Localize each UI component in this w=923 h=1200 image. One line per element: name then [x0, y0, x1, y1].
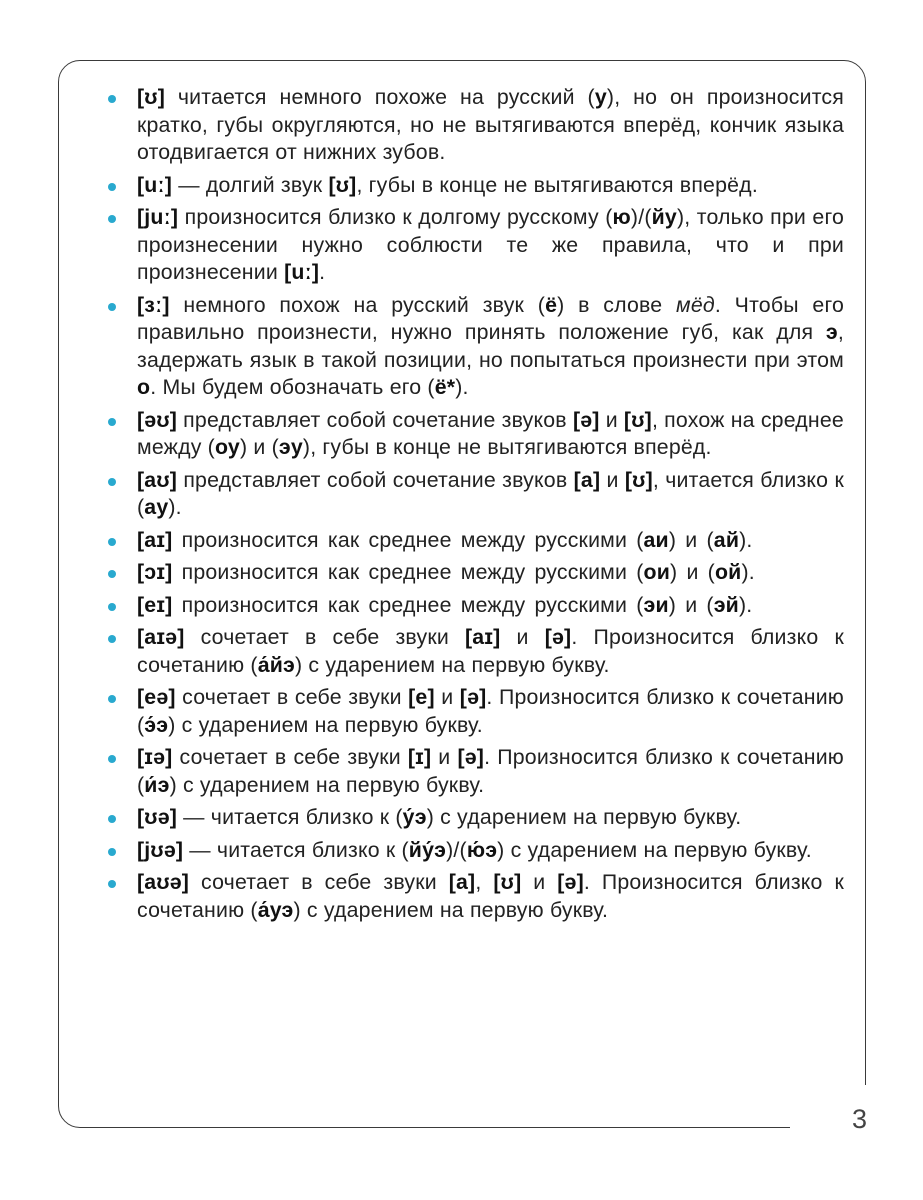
phonetic-term: [ʊ]	[624, 467, 653, 492]
phonetic-term: [aʊ]	[137, 467, 178, 492]
phonetic-term: [a]	[573, 467, 601, 492]
phonetic-term: оу	[214, 435, 240, 459]
phonetic-term: йу	[651, 205, 677, 229]
phonetic-term: [ʊə]	[137, 805, 178, 829]
item-text: , похож на среднее между (	[137, 407, 844, 459]
phonetic-term: о	[137, 375, 151, 399]
item-text: ) с ударением на первую букву.	[293, 897, 609, 922]
item-text: . Произносится близко к сочетанию (	[137, 745, 844, 797]
bullet-icon	[108, 95, 116, 103]
bullet-icon	[108, 603, 116, 611]
item-text: ) с ударением на первую букву.	[497, 837, 812, 862]
item-text: и	[600, 467, 625, 492]
item-text: ) с ударением на первую букву.	[426, 805, 742, 829]
item-text: )/(	[630, 205, 652, 229]
phonetic-term: ай	[713, 527, 740, 552]
bullet-icon	[108, 303, 116, 311]
phonetic-term: эй	[713, 592, 739, 617]
item-text: ).	[738, 592, 753, 617]
bullet-icon	[108, 755, 116, 763]
bullet-icon	[108, 183, 116, 191]
item-text: . Произносится близко к сочетанию (	[137, 685, 844, 737]
bullet-icon	[108, 695, 116, 703]
list-item	[137, 869, 844, 924]
item-text: ), но он произносится кратко, губы округляются, но не вытягиваются вперёд, кончик языка отодвигается от нижних зубов.	[137, 85, 844, 164]
item-text: ) с ударением на первую букву.	[295, 652, 610, 677]
item-text: и	[521, 870, 558, 894]
bullet-icon	[108, 635, 116, 643]
phonetic-term: [e]	[408, 685, 435, 709]
phonetic-term: у́э	[402, 805, 427, 829]
page-number: 3	[852, 1104, 868, 1134]
item-text: сочетает в себе звуки	[189, 870, 449, 894]
bullet-icon	[108, 570, 116, 578]
item-text: ) в слове	[557, 292, 677, 317]
item-text: представляет собой сочетание звуков	[177, 467, 574, 492]
item-text: . Произносится близко к сочетанию (	[137, 625, 844, 677]
item-text: и	[599, 407, 624, 432]
phonetic-term: э́э	[144, 712, 169, 737]
item-text: произносится близко к долгому русскому (	[178, 205, 613, 229]
phonetic-term: [eə]	[137, 685, 176, 709]
item-text: произносится как среднее между русскими (	[172, 592, 644, 617]
phonetic-term: [aʊə]	[137, 870, 190, 894]
list-item	[137, 407, 844, 462]
phonetics-list	[137, 84, 844, 929]
list-item	[137, 592, 844, 620]
phonetic-term: и́э	[144, 772, 170, 797]
item-text: ).	[455, 375, 469, 399]
item-text: произносится как среднее между русскими (	[172, 527, 644, 552]
phonetic-term: [a]	[448, 870, 476, 894]
phonetic-term: [eɪ]	[137, 592, 173, 617]
list-item	[137, 467, 844, 522]
item-text: и	[431, 745, 458, 769]
phonetic-term: [ə]	[457, 745, 485, 769]
item-text: сочетает в себе звуки	[172, 745, 408, 769]
item-text: — читается близко к (	[177, 805, 403, 829]
item-text: — читается близко к (	[183, 837, 409, 862]
item-text: ) и (	[668, 527, 714, 552]
phonetic-term: ой	[714, 560, 742, 584]
list-item	[137, 684, 844, 739]
phonetic-term: [ʊ]	[137, 85, 166, 109]
bullet-icon	[108, 478, 116, 486]
phonetic-term: у	[594, 85, 607, 109]
phonetic-term: ои	[643, 560, 671, 584]
phonetic-term: э	[825, 320, 838, 344]
item-text: и	[500, 625, 545, 649]
phonetic-term: эу	[278, 435, 303, 459]
bullet-icon	[108, 880, 116, 888]
bullet-icon	[108, 815, 116, 823]
phonetic-term: [ʊ]	[623, 407, 652, 432]
phonetic-term: а́йэ	[257, 652, 296, 677]
phonetic-term: ю	[612, 205, 631, 229]
item-text: сочетает в себе звуки	[175, 685, 409, 709]
phonetic-term: [əʊ]	[137, 407, 178, 432]
item-text: .	[319, 260, 326, 284]
item-text: . Чтобы его правильно произнести, нужно принять положение губ, как для	[137, 292, 845, 344]
phonetic-term: [aɪ]	[137, 527, 173, 552]
phonetic-term: [ɔɪ]	[137, 560, 173, 584]
bullet-icon	[108, 848, 116, 856]
list-item	[137, 559, 844, 587]
item-text: и	[434, 685, 460, 709]
item-text: ).	[741, 560, 755, 584]
phonetic-term: [ə]	[544, 625, 572, 649]
phonetic-term: ё*	[434, 375, 456, 399]
item-text: немного похож на русский звук (	[169, 292, 546, 317]
bullet-icon	[108, 215, 116, 223]
list-item	[137, 204, 844, 287]
item-text: ).	[739, 527, 753, 552]
item-text: . Произносится близко к сочетанию (	[137, 870, 844, 922]
item-text: читается немного похоже на русский (	[165, 85, 595, 109]
phonetic-term: а́уэ	[257, 897, 294, 922]
item-text: , читается близко к (	[137, 467, 844, 519]
phonetic-term: аи	[643, 527, 669, 552]
example-word: мёд	[676, 292, 715, 317]
phonetic-term: [ɜː]	[137, 292, 170, 317]
item-text: произносится как среднее между русскими (	[172, 560, 644, 584]
phonetic-term: [aɪ]	[465, 625, 501, 649]
item-text: ) и (	[670, 560, 715, 584]
item-text: — долгий звук	[172, 172, 329, 197]
phonetic-term: [uː]	[137, 172, 173, 197]
item-text: ) и (	[668, 592, 714, 617]
phonetic-term: [ʊ]	[493, 870, 522, 894]
list-item	[137, 744, 844, 799]
phonetic-term: эи	[643, 592, 669, 617]
phonetic-term: йу́э	[408, 837, 447, 862]
item-text: , губы в конце не вытягиваются вперёд.	[356, 172, 758, 197]
item-text: ), губы в конце не вытягиваются вперёд.	[302, 435, 712, 459]
phonetic-term: [ɪə]	[137, 745, 173, 769]
phonetic-term: [ʊ]	[328, 172, 357, 197]
phonetic-term: [uː]	[284, 260, 320, 284]
list-item	[137, 292, 844, 402]
item-text: ) и (	[239, 435, 279, 459]
phonetic-term: [jʊə]	[137, 837, 184, 862]
phonetic-term: [aɪə]	[137, 625, 185, 649]
list-item	[137, 527, 844, 555]
bullet-icon	[108, 538, 116, 546]
item-text: ).	[168, 495, 182, 519]
item-text: , задержать язык в такой позиции, но попытаться произнести при этом	[137, 320, 844, 372]
list-item	[137, 624, 844, 679]
phonetic-term: ау	[144, 495, 169, 519]
list-item	[137, 84, 844, 167]
list-item	[137, 804, 844, 832]
phonetic-term: [juː]	[137, 205, 179, 229]
item-text: )/(	[446, 837, 467, 862]
item-text: сочетает в себе звуки	[184, 625, 466, 649]
item-text: ), только при его произнесении нужно соблюсти те же правила, что и при произнесении	[137, 205, 844, 284]
list-item	[137, 837, 844, 865]
phonetic-term: ё	[545, 292, 558, 317]
bullet-icon	[108, 418, 116, 426]
phonetic-term: [ɪ]	[407, 745, 432, 769]
list-item	[137, 172, 844, 200]
phonetic-term: ю́э	[466, 837, 498, 862]
phonetic-term: [ə]	[557, 870, 584, 894]
item-text: ) с ударением на первую букву.	[169, 772, 485, 797]
item-text: ,	[475, 870, 494, 894]
item-text: ) с ударением на первую букву.	[168, 712, 483, 737]
item-text: представляет собой сочетание звуков	[177, 407, 573, 432]
item-text: . Мы будем обозначать его (	[150, 375, 435, 399]
phonetic-term: [ə]	[572, 407, 600, 432]
phonetic-term: [ə]	[459, 685, 487, 709]
